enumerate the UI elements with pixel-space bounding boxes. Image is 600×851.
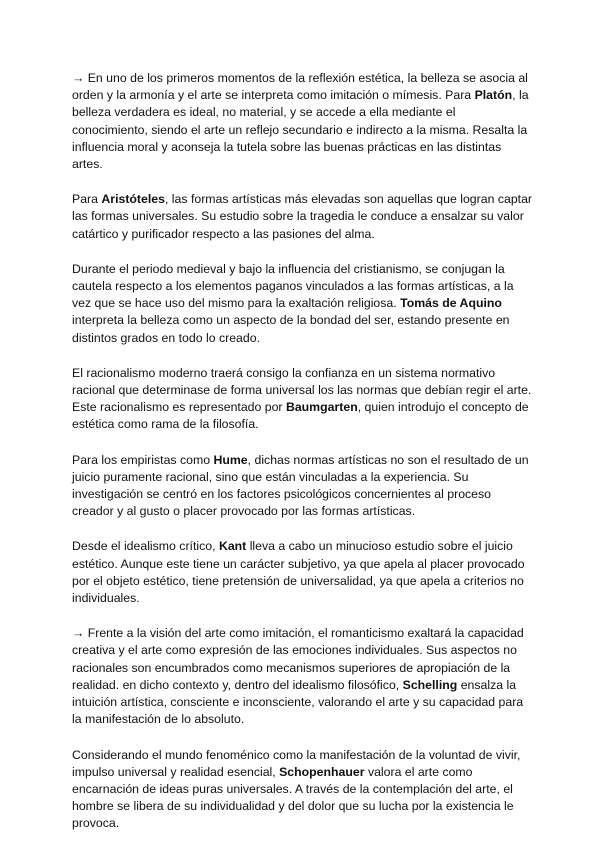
text-span: Desde el idealismo crítico, — [72, 539, 219, 554]
text-span: Considerando el mundo fenoménico como la manifestación de la voluntad de vivir, impulso universal y realidad esencial, — [72, 747, 521, 779]
bold-name-aristoteles: Aristóteles — [101, 192, 165, 207]
paragraph-medieval — [72, 261, 534, 347]
paragraph-aristoteles — [72, 191, 534, 243]
paragraph-plato — [72, 70, 534, 173]
bold-name-baumgarten: Baumgarten — [285, 400, 358, 415]
bold-name-schelling: Schelling — [402, 677, 458, 692]
paragraph-kant — [72, 538, 534, 607]
text-span: , quien introdujo el concepto de estética como rama de la filosofía. — [72, 400, 529, 432]
bold-name-kant: Kant — [218, 539, 247, 554]
text-span: lleva a cabo un minucioso estudio sobre el juicio estético. Aunque este tiene un carácter subjetivo, ya que apela al placer provocado por el objeto estético, tiene pretensión de universalidad, ya que apela a criterios no individuales. — [72, 539, 525, 606]
text-span: Para los empiristas como — [72, 452, 214, 467]
document-page — [72, 70, 534, 851]
text-span: → Frente a la visión del arte como imitación, el romanticismo exaltará la capacidad creativa y el arte como expresión de las emociones individuales. Sus aspectos no racionales son encumbrados como mecanismos superiores de apropiación de la realidad. en dicho contexto y, dentro del idealismo filosófico, — [72, 626, 524, 692]
text-span: Para — [72, 192, 102, 207]
text-span: , las formas artísticas más elevadas son aquellas que logran captar las formas universales. Su estudio sobre la tragedia le conduce a ensalzar su valor catártico y purificador respecto a las pasiones del alma. — [72, 192, 533, 241]
bold-name-schopenhauer: Schopenhauer — [279, 764, 365, 779]
text-span: El racionalismo moderno traerá consigo la confianza en un sistema normativo racional que determinase de forma universal los las normas que debían regir el arte. Este racionalismo es representado por — [72, 365, 532, 415]
paragraph-schopenhauer — [72, 747, 534, 833]
text-span: valora el arte como encarnación de ideas puras universales. A través de la contemplación del arte, el hombre se libera de su individualidad y del dolor que su lucha por la existencia le provoca. — [72, 764, 514, 831]
text-span: ensalza la intuición artística, consciente e inconsciente, valorando el arte y su capacidad para la manifestación de lo absoluto. — [72, 677, 524, 727]
paragraph-racionalismo — [72, 365, 534, 434]
paragraph-empiristas — [72, 452, 534, 521]
paragraph-romanticismo — [72, 625, 534, 728]
text-span: → En uno de los primeros momentos de la reflexión estética, la belleza se asocia al orden y la armonía y el arte se interpreta como imitación o mímesis. Para — [72, 71, 528, 103]
text-span: , la belleza verdadera es ideal, no material, y se accede a ella mediante el conocimiento, siendo el arte un reflejo secundario e indirecto a la misma. Resalta la influencia moral y aconseja la tutela sobre las buenas prácticas en las distintas artes. — [72, 88, 529, 172]
text-span: , dichas normas artísticas no son el resultado de un juicio puramente racional, sino que están vinculadas a la experiencia. Su investigación se centró en los factores psicológicos concernientes al proceso creador y al gusto o placer provocado por las formas artísticas. — [72, 452, 529, 519]
bold-name-plato: Platón — [474, 88, 513, 103]
bold-name-tomas-de-aquino: Tomás de Aquino — [400, 296, 502, 311]
text-span: Durante el periodo medieval y bajo la influencia del cristianismo, se conjugan la cautela respecto a los elementos paganos vinculados a las formas artísticas, a la vez que se hace uso del mismo para la exaltación religiosa. — [72, 261, 514, 311]
text-span: interpreta la belleza como un aspecto de la bondad del ser, estando presente en distintos grados en todo lo creado. — [72, 313, 510, 345]
bold-name-hume: Hume — [213, 452, 248, 467]
